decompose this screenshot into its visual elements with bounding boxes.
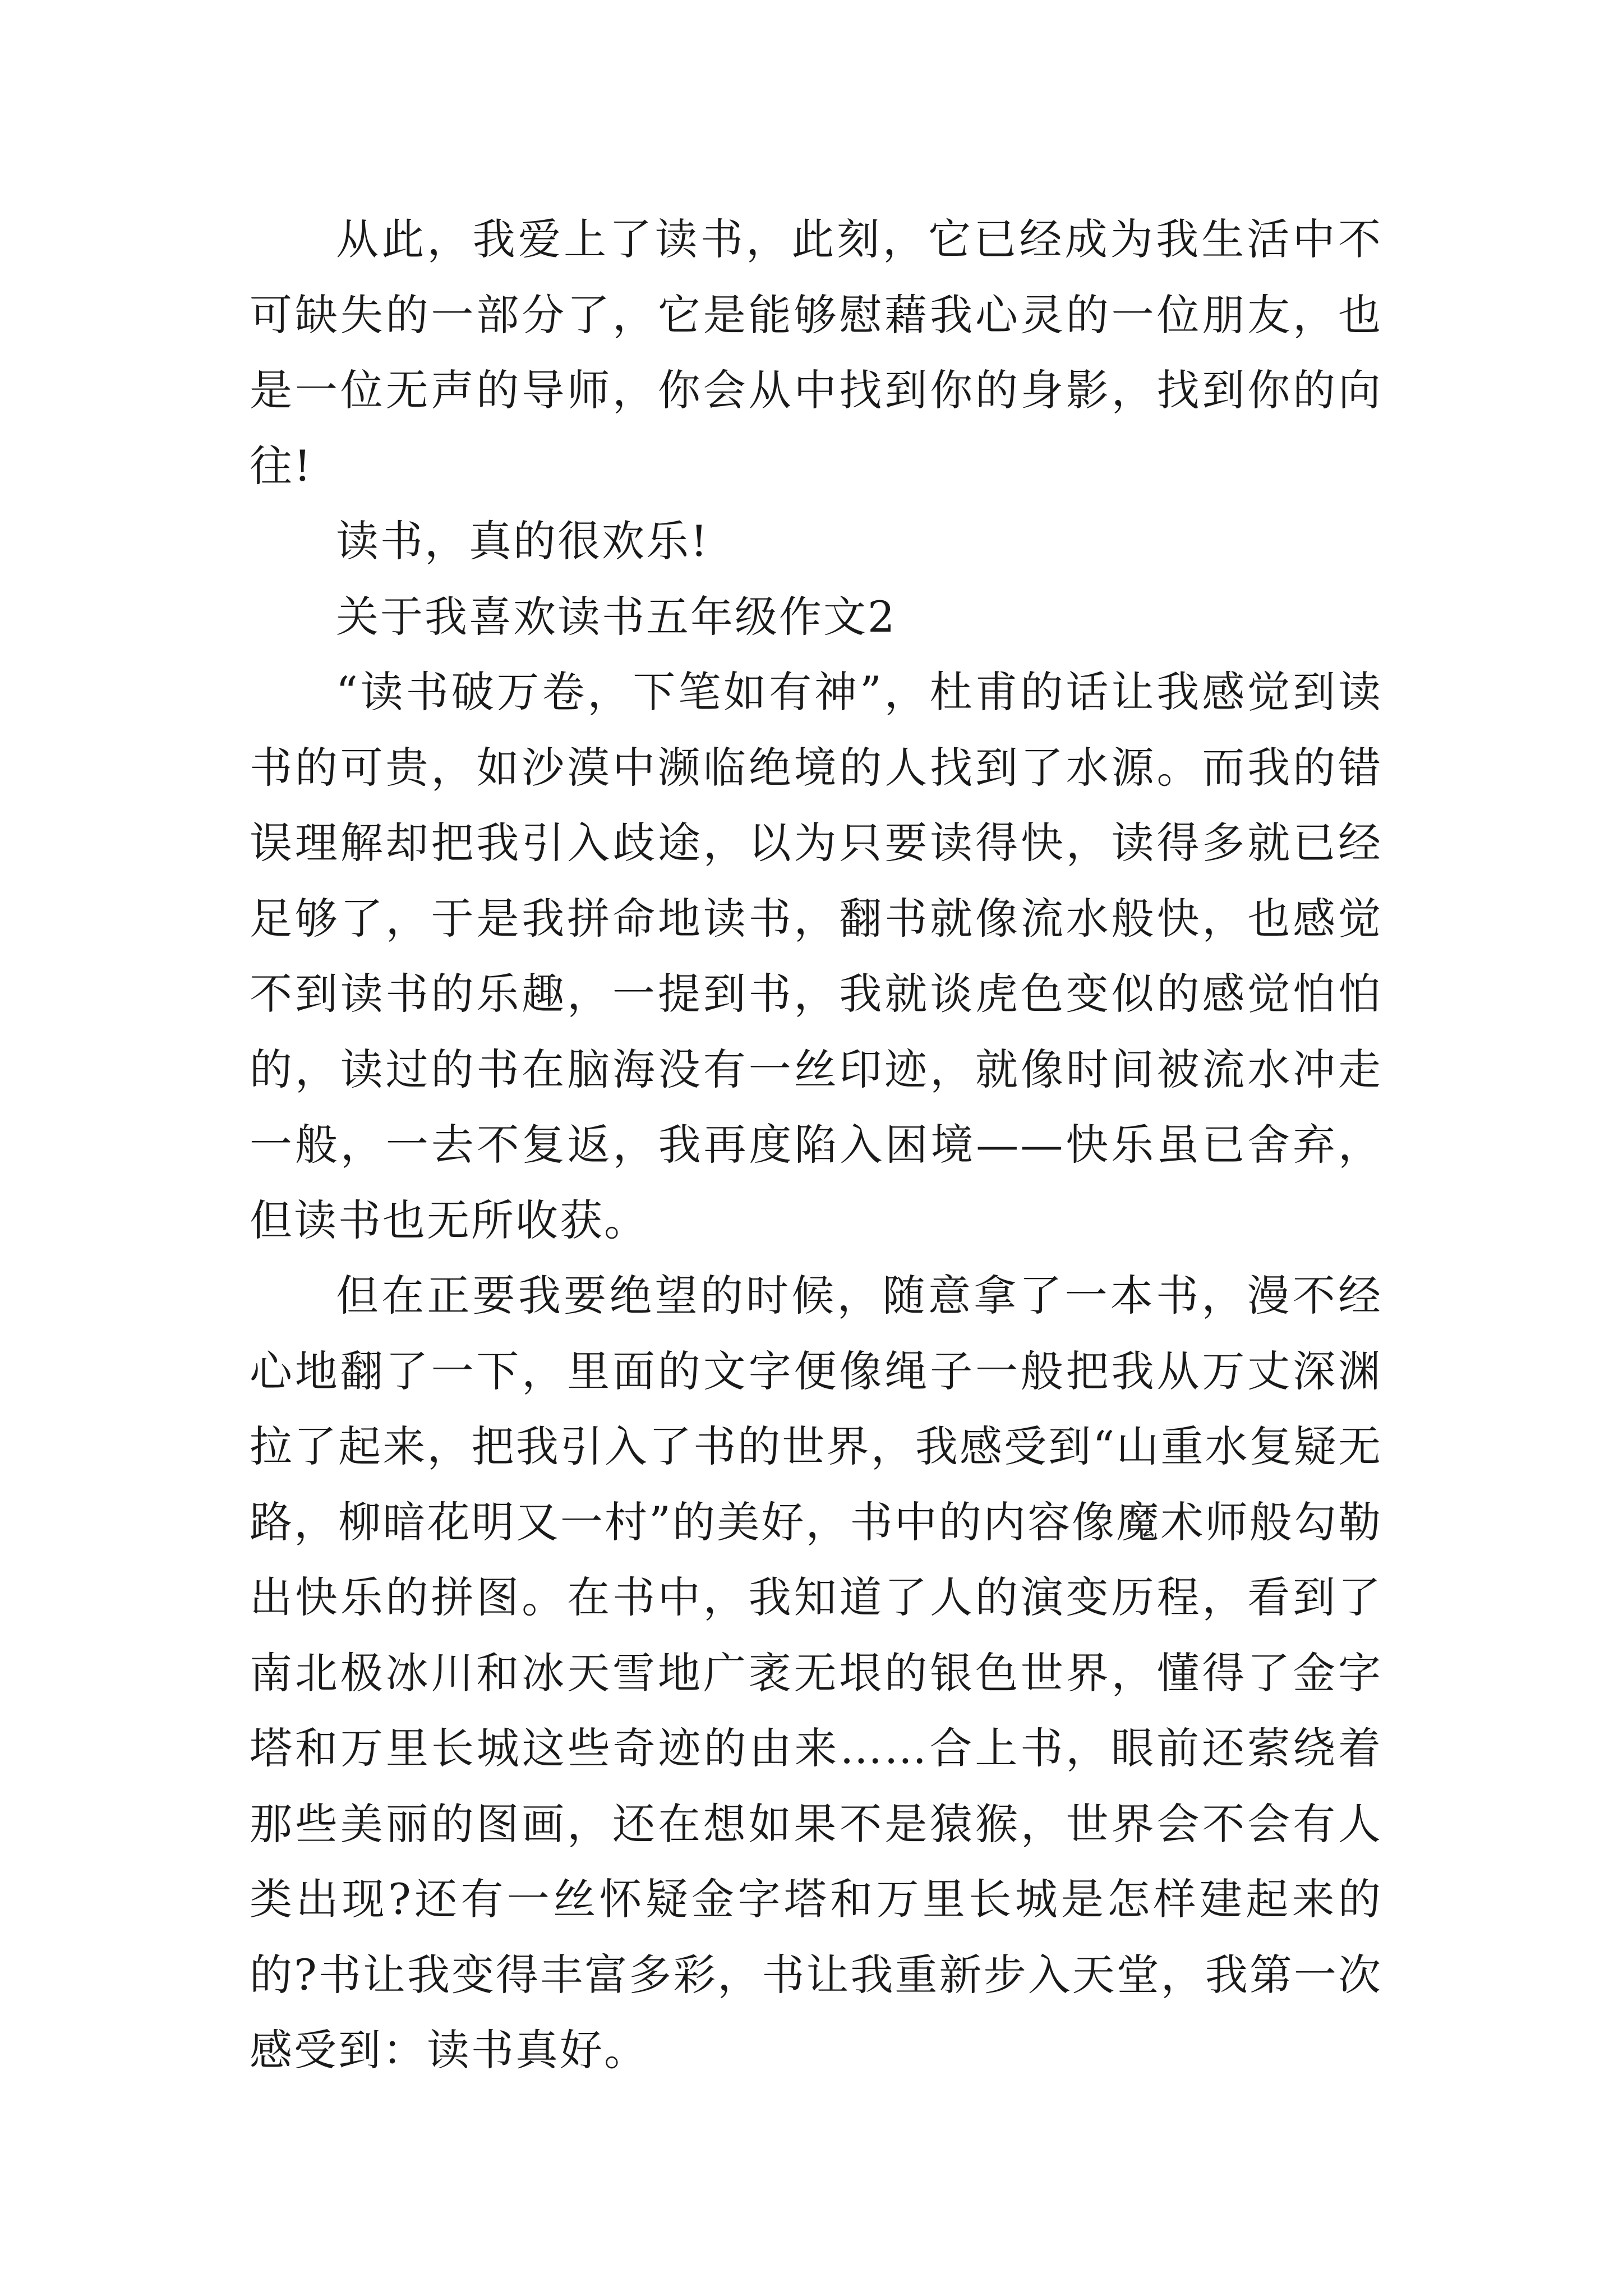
document-body <box>250 202 1382 2088</box>
paragraph: 但在正要我要绝望的时候，随意拿了一本书，漫不经心地翻了一下，里面的文字便像绳子一般把我从万丈深渊拉了起来，把我引入了书的世界，我感受到“山重水复疑无路，柳暗花明又一村”的美好，书中的内容像魔术师般勾勒出快乐的拼图。在书中，我知道了人的演变历程，看到了南北极冰川和冰天雪地广袤无垠的银色世界，懂得了金字塔和万里长城这些奇迹的由来……合上书，眼前还萦绕着那些美丽的图画，还在想如果不是猿猴，世界会不会有人类出现?还有一丝怀疑金字塔和万里长城是怎样建起来的的?书让我变得丰富多彩，书让我重新步入天堂，我第一次感受到：读书真好。 <box>250 1271 1382 2075</box>
paragraph: 从此，我爱上了读书，此刻，它已经成为我生活中不可缺失的一部分了，它是能够慰藉我心灵的一位朋友，也是一位无声的导师，你会从中找到你的身影，找到你的向往! <box>250 214 1382 491</box>
paragraph: “读书破万卷，下笔如有神”，杜甫的话让我感觉到读书的可贵，如沙漠中濒临绝境的人找到了水源。而我的错误理解却把我引入歧途，以为只要读得快，读得多就已经足够了，于是我拼命地读书，翻书就像流水般快，也感觉不到读书的乐趣，一提到书，我就谈虎色变似的感觉怕怕的，读过的书在脑海没有一丝印迹，就像时间被流水冲走一般，一去不复返，我再度陷入困境——快乐虽已舍弃，但读书也无所收获。 <box>250 667 1382 1245</box>
section-title: 关于我喜欢读书五年级作文2 <box>336 591 897 642</box>
paragraph: 读书，真的很欢乐! <box>336 516 709 566</box>
